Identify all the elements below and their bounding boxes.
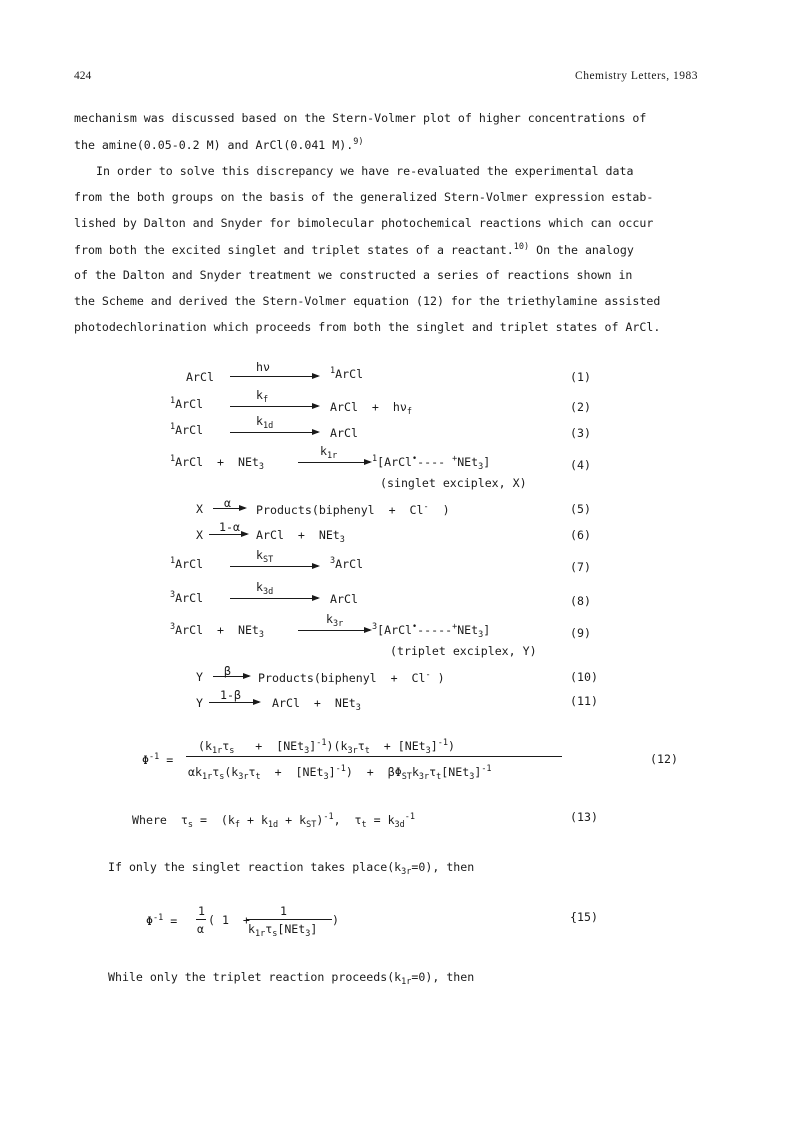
reactant: X xyxy=(196,502,203,516)
product: ArCl + NEt$_3$ xyxy=(272,696,361,713)
page-number: 424 xyxy=(74,70,92,82)
text-line: photodechlorination which proceeds from both the singlet and triplet states of ArCl. xyxy=(74,320,661,334)
rate-label: $k_{3r}$ xyxy=(326,612,344,629)
text-line: While only the triplet reaction $proceeds(k_{1r}=0)$, then xyxy=(108,970,475,987)
reaction-arrow xyxy=(230,598,318,599)
rate-label: β xyxy=(224,664,231,678)
product: $^3$[ArCl•-----+NEt$_3$] xyxy=(372,622,491,640)
reactant: $^1$ArCl xyxy=(170,396,204,411)
eq13: Where $\tau_s = (k_f + k_{1d} + k_{ST})^{-1}$, $\tau_t = k_{3d}^{-1}$ xyxy=(132,812,416,830)
rate-label: $k_{3d}$ xyxy=(256,580,274,597)
equation-number: (12) xyxy=(650,752,678,766)
reactant: X xyxy=(196,528,203,542)
eq15-alpha: α xyxy=(197,922,204,936)
equation-number: (3) xyxy=(570,426,591,440)
rate-label: $k_{1r}$ xyxy=(320,444,338,461)
reactant: $^3$ArCl + NEt$_3$ xyxy=(170,622,265,640)
equation-number: {15) xyxy=(570,910,598,924)
equation-number: (1) xyxy=(570,370,591,384)
equation-number: (8) xyxy=(570,594,591,608)
reactant: $^1$ArCl xyxy=(170,556,204,571)
reaction-arrow xyxy=(209,534,247,535)
reaction-arrow xyxy=(213,508,245,509)
fraction-bar xyxy=(246,919,332,920)
phi-inverse: $\Phi^{-1}$ = xyxy=(142,752,174,767)
product: $^3$ArCl xyxy=(330,556,364,571)
reactant: Y xyxy=(196,670,203,684)
rate-label: $k_{ST}$ xyxy=(256,548,274,565)
reactant: $^1$ArCl + NEt$_3$ xyxy=(170,454,265,472)
eq15-den: $k_{1r}\tau_s[NEt_3]$ xyxy=(248,922,318,939)
text-line: of the Dalton and Snyder treatment we constructed a series of reactions shown in xyxy=(74,268,633,282)
equation-number: (9) xyxy=(570,626,591,640)
eq15-paren: ( 1 + xyxy=(208,913,250,927)
rate-label: 1-β xyxy=(220,688,241,702)
eq12-numerator: $(k_{1r}\tau_s + [NEt_3]^{-1})(k_{3r}\tau_t + [NEt_3]^{-1})$ xyxy=(198,738,455,756)
rate-label: α xyxy=(224,496,231,510)
text-line: In order to solve this discrepancy we have re-evaluated the experimental data xyxy=(96,164,634,178)
equation-number: (7) xyxy=(570,560,591,574)
reaction-arrow xyxy=(230,432,318,433)
equation-number: (10) xyxy=(570,670,598,684)
product: ArCl + NEt$_3$ xyxy=(256,528,345,545)
eq15-close: ) xyxy=(332,913,339,927)
text-line: lished by Dalton and Snyder for bimolecular photochemical reactions which can occur xyxy=(74,216,654,230)
text-line: from both the excited singlet and triplet states of a reactant.$^{10)}$ On the analogy xyxy=(74,242,634,257)
rate-label: 1-α xyxy=(219,520,240,534)
product: Products(biphenyl + Cl- ) xyxy=(258,670,445,685)
reactant: $^3$ArCl xyxy=(170,590,204,605)
equation-number: (5) xyxy=(570,502,591,516)
rate-label: hν xyxy=(256,360,270,374)
reaction-arrow xyxy=(230,406,318,407)
reaction-arrow xyxy=(209,702,259,703)
product: Products(biphenyl + Cl- ) xyxy=(256,502,450,517)
reaction-arrow xyxy=(230,566,318,567)
fraction-bar xyxy=(196,919,206,920)
equation-number: (13) xyxy=(570,810,598,824)
text-line: the amine(0.05-0.2 M) and ArCl(0.041 M).$^{9)}$ xyxy=(74,137,364,152)
equation-number: (6) xyxy=(570,528,591,542)
rate-label: $k_f$ xyxy=(256,388,269,405)
reaction-arrow xyxy=(298,462,370,463)
eq15-num: 1 xyxy=(280,904,287,918)
text-line: from the both groups on the basis of the generalized Stern-Volmer expression estab- xyxy=(74,190,654,204)
text-line: the Scheme and derived the Stern-Volmer equation (12) for the triethylamine assisted xyxy=(74,294,661,308)
product: ArCl + $h\nu_f$ xyxy=(330,400,412,417)
text-line: If only the singlet reaction takes $place(k_{3r}=0)$, then xyxy=(108,860,475,877)
reactant: $^1$ArCl xyxy=(170,422,204,437)
equation-number: (11) xyxy=(570,694,598,708)
eq15-one: 1 xyxy=(198,904,205,918)
product: ArCl xyxy=(330,592,358,606)
fraction-bar xyxy=(186,756,562,757)
product: $^1$ArCl xyxy=(330,366,364,381)
product: ArCl xyxy=(330,426,358,440)
exciplex-label: (singlet exciplex, X) xyxy=(380,476,527,490)
reaction-arrow xyxy=(230,376,318,377)
reactant: Y xyxy=(196,696,203,710)
equation-number: (4) xyxy=(570,458,591,472)
reaction-arrow xyxy=(298,630,370,631)
journal-header: Chemistry Letters, 1983 xyxy=(575,70,698,82)
eq12-denominator: $\alpha k_{1r}\tau_s(k_{3r}\tau_t + [NEt_3]^{-1}) + \beta\Phi_{ST}k_{3r}\tau_t[NEt_3]^{-1}$ xyxy=(188,764,492,782)
rate-label: $k_{1d}$ xyxy=(256,414,274,431)
product: $^1$[ArCl•---- +NEt$_3$] xyxy=(372,454,491,472)
reactant: ArCl xyxy=(186,370,214,384)
equation-number: (2) xyxy=(570,400,591,414)
text-line: mechanism was discussed based on the Stern-Volmer plot of higher concentrations of xyxy=(74,111,647,125)
eq15: $\Phi^{-1}$ = xyxy=(146,913,178,928)
exciplex-label: (triplet exciplex, Y) xyxy=(390,644,537,658)
reaction-arrow xyxy=(213,676,249,677)
